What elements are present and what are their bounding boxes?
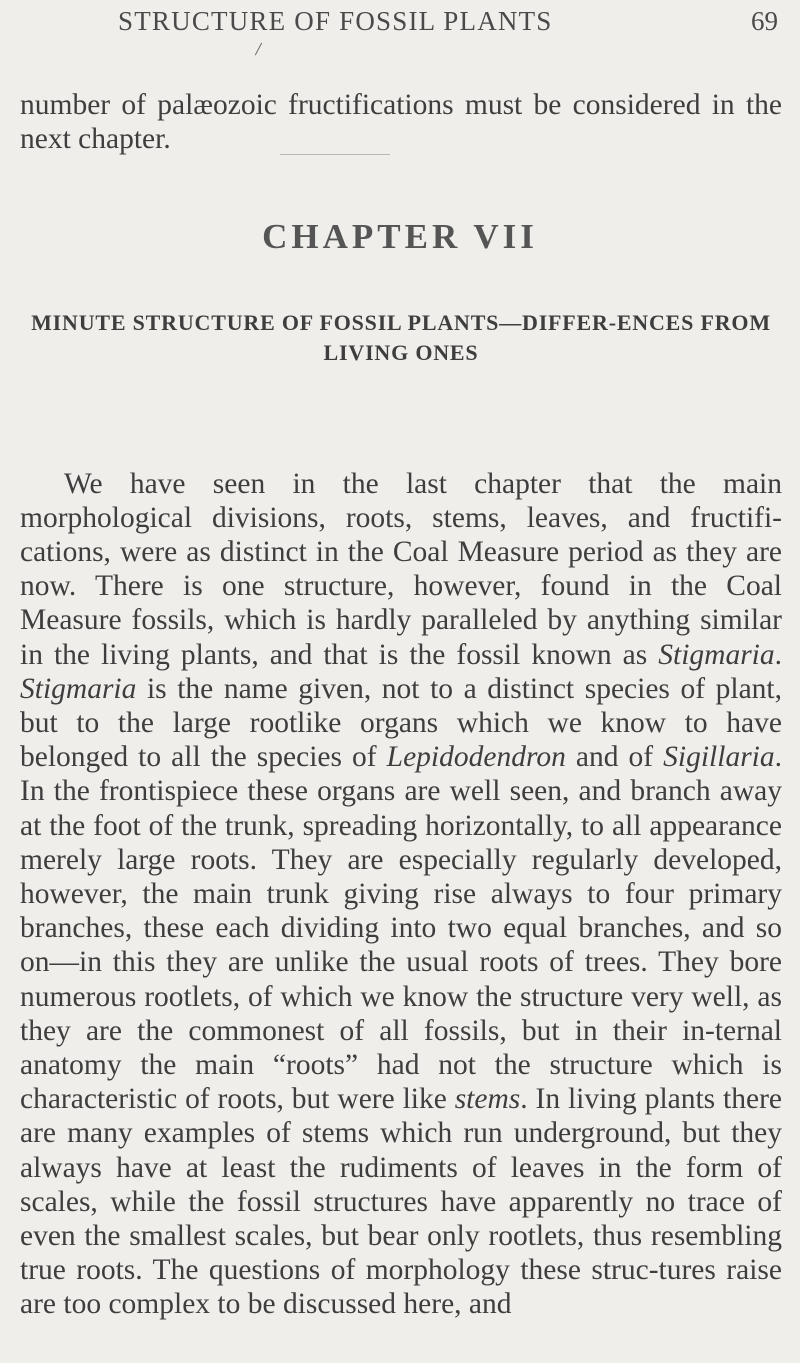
italic-term: Lepidodendron (386, 741, 566, 774)
section-divider (280, 154, 390, 155)
page-number: 69 (751, 6, 778, 36)
chapter-body-paragraph (20, 467, 782, 1322)
chapter-number: CHAPTER VII (262, 217, 538, 257)
italic-term: stems (454, 1083, 521, 1116)
body-text-run: is the name given, not to a distinct species of plant, but to the large rootlike organs which we know to have belonged to all the species of (20, 672, 782, 774)
continued-paragraph: number of palæozoic fructifications must be considered in the next chapter. (20, 88, 782, 155)
italic-term: Stigmaria (658, 638, 775, 671)
body-text-run: We have seen in the last chapter that the main morphological divisions, roots, stems, leaves, and fructifi-cations, were as distinct in the Coal Measure period as they are now. There is one structure, however, found in the Coal Measure fossils, which is hardly paralleled by anything similar in the living plants, and that is the fossil known as (20, 467, 782, 671)
body-text-run: and of (565, 741, 664, 774)
body-text-run: . In the frontispiece these organs are well seen, and branch away at the foot of the trunk, spreading horizontally, to all appearance merely large roots. They are especially regularly developed, however, the main trunk giving rise always to four primary branches, these each dividing into two equal branches, and so on—in this they are unlike the usual roots of trees. They bore numerous rootlets, of which we know the structure very well, as they are the commonest of all fossils, but in their in-ternal anatomy the main “roots” had not the structure which is characteristic of roots, but were like (20, 741, 782, 1116)
chapter-title: MINUTE STRUCTURE OF FOSSIL PLANTS—DIFFER-ENCES FROM LIVING ONES (31, 310, 771, 365)
running-title: STRUCTURE OF FOSSIL PLANTS (118, 6, 553, 36)
italic-term: Stigmaria (20, 672, 137, 705)
body-text-run: . In living plants there are many examples of stems which run underground, but they always have at least the rudiments of leaves in the form of scales, while the fossil structures have apparently no trace of even the smallest scales, but bear only rootlets, thus resembling true roots. The questions of morphology these struc-tures raise are too complex to be discussed here, and (20, 1083, 782, 1321)
running-head (0, 6, 800, 46)
italic-term: Sigillaria (663, 741, 775, 774)
body-text-run: . (774, 638, 782, 671)
